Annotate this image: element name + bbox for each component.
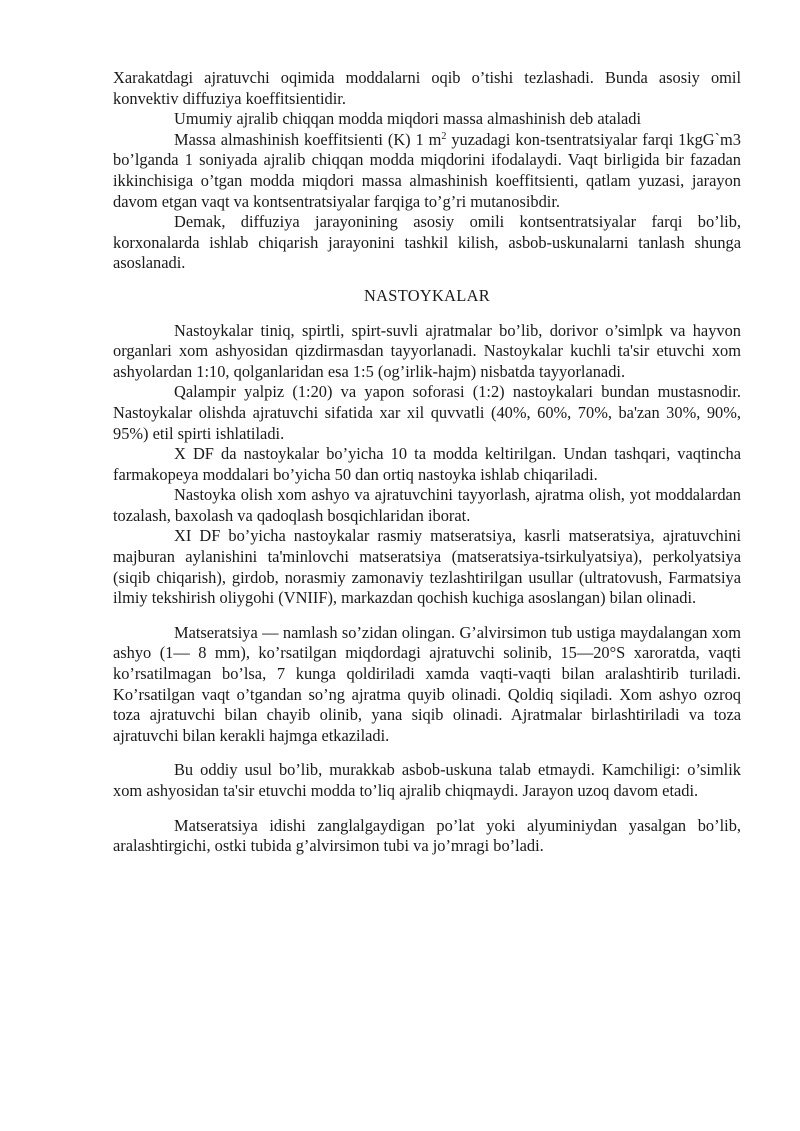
paragraph-diffusion-conclusion: Demak, diffuziya jarayonining asosiy omili kontsentratsiyalar farqi bo’lib, korxonalarda ishlab chiqarish jarayonini tashkil kilish, asbob-uskunalarni tanlash shunga asoslanadi.: [113, 212, 741, 273]
paragraph-maceration: Matseratsiya — namlash so’zidan olingan. G’alvirsimon tub ustiga maydalangan xom ashyo (1— 8 mm), ko’rsatilgan miqdordagi ajratuvchi solinib, 15—20°S xaroratda, vaqti ko’rsatilmagan bo’lsa, 7 kunga qoldiriladi xamda vaqti-vaqti bilan aralashtirib turiladi. Ko’rsatilgan vaqt o’tgandan so’ng ajratma quyib olinadi. Qoldiq siqiladi. Xom ashyo ozroq toza ajratuvchi bilan chayib olinib, yana siqib olinadi. Ajratmalar birlashtiriladi va toza ajratuvchi bilan kerakli hajmga etkaziladi.: [113, 622, 741, 745]
paragraph-maceration-vessel: Matseratsiya idishi zanglalgaydigan po’lat yoki alyuminiydan yasalgan bo’lib, aralashtirgichi, ostki tubida g’alvirsimon tubi va jo’mragi bo’ladi.: [113, 815, 741, 856]
paragraph-convective-diffusion: Xarakatdagi ajratuvchi oqimida moddalarni oqib o’tishi tezlashadi. Bunda asosiy omil konvektiv diffuziya koeffitsientidir.: [113, 68, 741, 108]
paragraph-production-methods: XI DF bo’yicha nastoykalar rasmiy matseratsiya, kasrli matseratsiya, ajratuvchini majburan aylanishini ta'minlovchi matseratsiya (matseratsiya-tsirkulyatsiya), perkolyatsiya (siqib chiqarish), girdob, norasmiy zamonaviy tezlashtirilgan usullar (ultratovush, Farmatsiya ilmiy tekshirish oliygohi (VNIIF), markazdan qochish kuchiga asoslangan) bilan olinadi.: [113, 526, 741, 608]
superscript-two: 2: [441, 130, 447, 142]
coefficient-text-start: Massa almashinish koeffitsienti (K) 1 m: [174, 129, 442, 149]
paragraph-mass-exchange-coefficient: [113, 130, 741, 212]
paragraph-maceration-drawbacks: Bu oddiy usul bo’lib, murakkab asbob-uskuna talab etmaydi. Kamchiligi: o’simlik xom ashyosidan ta'sir etuvchi modda to’liq ajralib chiqmaydi. Jarayon uzoq davom etadi.: [113, 760, 741, 800]
paragraph-pharmacopoeia: X DF da nastoykalar bo’yicha 10 ta modda keltirilgan. Undan tashqari, vaqtincha farmakopeya moddalari bo’yicha 50 dan ortiq nastoyka ishlab chiqariladi.: [113, 444, 741, 484]
paragraph-nastoyka-exceptions: Qalampir yalpiz (1:20) va yapon soforasi (1:2) nastoykalari bundan mustasnodir. Nastoykalar olishda ajratuvchi sifatida xar xil quvvatli (40%, 60%, 70%, ba'zan 30%, 90%, 95%) etil spirti ishlatiladi.: [113, 382, 741, 443]
coefficient-text-end: yuzadagi kon-tsentratsiyalar farqi 1kgG`m3 bo’lganda 1 soniyada ajralib chiqqan modda miqdorini ifodalaydi. Vaqt birligida bir fazadan ikkinchisiga o’tgan modda miqdori massa almashinish koeffitsienti, qatlam yuzasi, jarayon davom etgan vaqt va kontsentratsiyalar farqiga to’g’ri mutanosibdir.: [113, 129, 741, 211]
paragraph-mass-exchange: Umumiy ajralib chiqqan modda miqdori massa almashinish deb ataladi: [174, 109, 642, 129]
section-title: NASTOYKALAR: [364, 285, 490, 305]
document-page: [113, 68, 741, 857]
paragraph-production-stages: Nastoyka olish xom ashyo va ajratuvchini tayyorlash, ajratma olish, yot moddalardan tozalash, baxolash va qadoqlash bosqichlaridan iborat.: [113, 485, 741, 525]
paragraph-nastoyka-definition: Nastoykalar tiniq, spirtli, spirt-suvli ajratmalar bo’lib, dorivor o’simlpk va hayvon organlari xom ashyosidan qizdirmasdan tayyorlanadi. Nastoykalar kuchli ta'sir etuvchi xom ashyolardan 1:10, qolganlaridan esa 1:5 (og’irlik-hajm) nisbatda tayyorlanadi.: [113, 320, 741, 381]
